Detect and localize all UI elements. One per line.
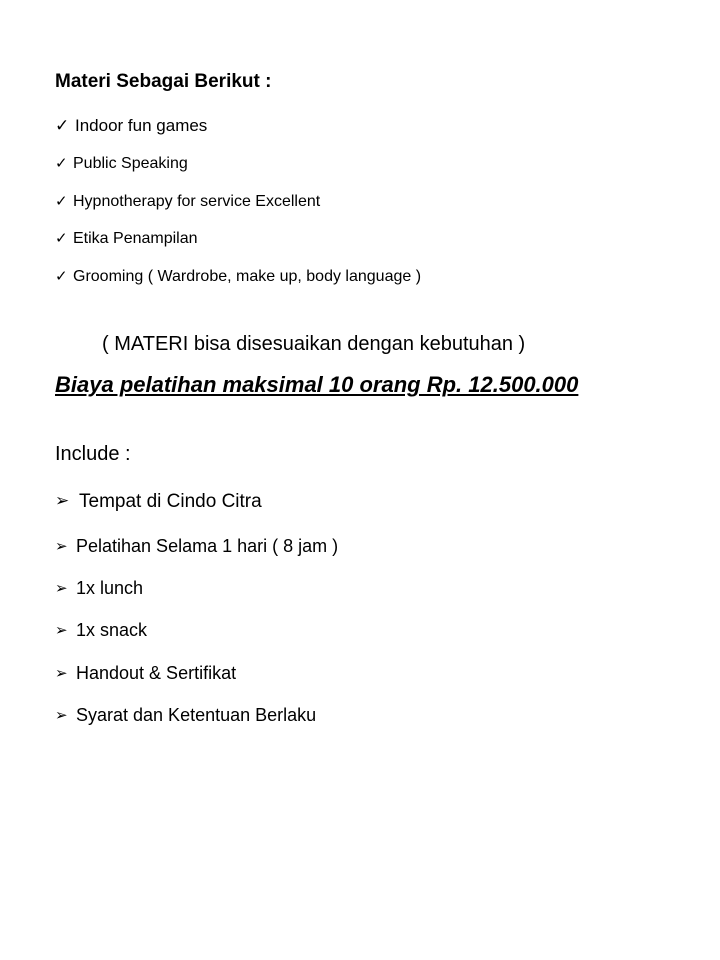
list-item [55, 576, 143, 602]
list-item [55, 154, 188, 174]
check-icon: ✓ [55, 116, 70, 135]
price-line: Biaya pelatihan maksimal 10 orang Rp. 12.500.000 [55, 372, 579, 397]
list-item [55, 534, 338, 560]
arrow-bullet-icon: ➢ [55, 622, 68, 639]
list-item-label: Etika Penampilan [73, 230, 198, 247]
check-icon: ✓ [55, 230, 68, 247]
arrow-bullet-icon: ➢ [55, 491, 70, 510]
arrow-bullet-icon: ➢ [55, 580, 68, 597]
list-item-label: Hypnotherapy for service Excellent [73, 193, 321, 210]
list-item-label: Pelatihan Selama 1 hari ( 8 jam ) [76, 536, 339, 556]
check-icon: ✓ [55, 155, 68, 172]
list-item-label: Syarat dan Ketentuan Berlaku [76, 705, 317, 725]
arrow-bullet-icon: ➢ [55, 538, 68, 555]
list-item [55, 192, 320, 212]
list-item [55, 618, 147, 644]
list-item-label: Public Speaking [73, 155, 188, 172]
list-item-label: Indoor fun games [75, 116, 208, 135]
list-item [55, 267, 421, 287]
list-item-label: 1x lunch [76, 578, 144, 598]
list-item [55, 229, 198, 249]
materi-heading: Materi Sebagai Berikut : [55, 71, 272, 92]
list-item-label: Handout & Sertifikat [76, 663, 237, 683]
list-item-label: Tempat di Cindo Citra [79, 491, 262, 512]
list-item [55, 661, 236, 687]
list-item [55, 116, 207, 136]
arrow-bullet-icon: ➢ [55, 707, 68, 724]
check-icon: ✓ [55, 268, 68, 285]
list-item-label: 1x snack [76, 620, 148, 640]
list-item [55, 490, 262, 514]
list-item-label: Grooming ( Wardrobe, make up, body language ) [73, 268, 422, 285]
list-item [55, 703, 316, 729]
arrow-bullet-icon: ➢ [55, 665, 68, 682]
materi-note: ( MATERI bisa disesuaikan dengan kebutuhan ) [102, 333, 526, 355]
include-label: Include : [55, 443, 131, 465]
check-icon: ✓ [55, 193, 68, 210]
